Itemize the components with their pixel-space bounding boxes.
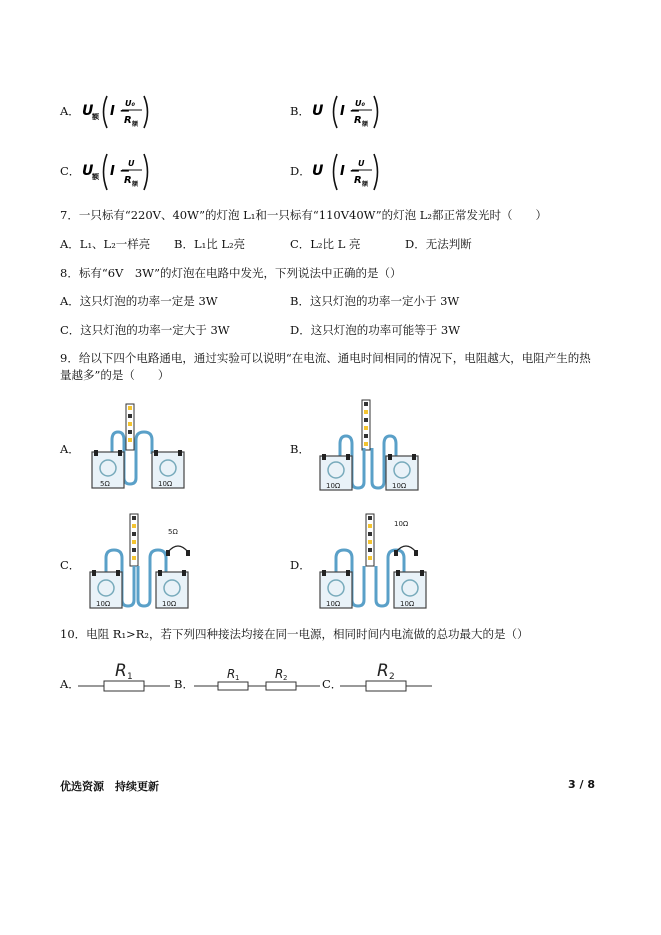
q9-option-d-label: D．	[290, 558, 311, 572]
numerator: U	[128, 159, 135, 168]
resistor-label: R	[115, 661, 127, 681]
right-paren	[374, 96, 378, 128]
q6-option-b	[290, 90, 490, 134]
resistor-sub: 2	[389, 672, 395, 682]
q6-option-a	[60, 90, 260, 134]
q7-stem: 7．一只标有“220V、40W”的灯泡 L₁和一只标有“110V40W”的灯泡 L₂都正常发光时（ ）	[60, 208, 547, 222]
q9-apparatus-c	[82, 512, 212, 612]
lead-sub: 额	[92, 113, 99, 121]
q8-option-d: D．这只灯泡的功率可能等于 3W	[290, 323, 461, 337]
lead-symbol: U	[82, 163, 94, 179]
q9-option-a-label: A．	[60, 442, 80, 456]
den-sub: 额	[132, 181, 139, 188]
right-resistance: 10Ω	[162, 600, 177, 608]
q9-apparatus-d	[310, 512, 440, 612]
resistor-r2	[266, 682, 296, 690]
q10-circuit-b	[194, 662, 320, 694]
resistor-label: R	[377, 661, 389, 681]
resistor-r1	[104, 681, 144, 691]
formula-b	[310, 90, 460, 134]
left-resistance: 5Ω	[100, 480, 110, 488]
q9-stem-line2: 量越多”的是（ ）	[60, 368, 170, 382]
denominator: R	[354, 175, 362, 186]
denominator: R	[124, 115, 132, 126]
resistor-r1	[218, 682, 248, 690]
right-resistance: 10Ω	[392, 482, 407, 490]
q8-option-b: B．这只灯泡的功率一定小于 3W	[290, 294, 460, 308]
page-number: 3 / 8	[568, 778, 595, 791]
denominator: R	[354, 115, 362, 126]
lead-sub: 额	[92, 173, 99, 181]
extra-resistance: 10Ω	[394, 520, 409, 528]
resistor-sub: 2	[283, 674, 288, 682]
q6-option-d	[290, 148, 490, 192]
u-tube-scale	[126, 404, 134, 450]
right-paren	[144, 96, 148, 128]
q7-option-d: D．无法判断	[405, 237, 472, 251]
resistor-label: R	[275, 667, 284, 681]
q10-option-a-label: A．	[60, 677, 80, 691]
q10-option-b-label: B．	[174, 677, 194, 691]
q8-option-c: C．这只灯泡的功率一定大于 3W	[60, 323, 230, 337]
den-sub: 额	[362, 181, 369, 188]
lead-symbol: U	[82, 103, 94, 119]
numerator: U₀	[355, 99, 365, 108]
option-label: A．	[60, 104, 80, 118]
right-paren	[374, 154, 378, 190]
left-resistance: 10Ω	[326, 600, 341, 608]
resistor-r2	[366, 681, 406, 691]
den-sub: 额	[132, 121, 139, 128]
den-sub: 额	[362, 121, 369, 128]
option-label: D．	[290, 164, 311, 178]
q9-option-c-label: C．	[60, 558, 81, 572]
left-paren	[334, 154, 338, 190]
q9-option-b-label: B．	[290, 442, 310, 456]
q9-apparatus-b	[310, 398, 430, 494]
lead-symbol: U	[312, 163, 324, 179]
minus-term: I −	[340, 164, 361, 179]
formula-c	[80, 148, 230, 192]
q7-option-c: C．L₂比 L 亮	[290, 237, 361, 251]
q10-option-c-label: C．	[322, 677, 343, 691]
right-resistance: 10Ω	[158, 480, 173, 488]
left-resistance: 10Ω	[326, 482, 341, 490]
footer-left: 优选资源 持续更新	[60, 780, 159, 793]
left-paren	[104, 154, 108, 190]
q6-option-c	[60, 148, 260, 192]
q8-stem: 8．标有“6V 3W”的灯泡在电路中发光，下列说法中正确的是（）	[60, 266, 402, 280]
formula-d	[310, 148, 460, 192]
option-label: C．	[60, 164, 81, 178]
minus-term: I −	[110, 104, 131, 119]
numerator: U	[358, 159, 365, 168]
right-paren	[144, 154, 148, 190]
formula-a	[80, 90, 230, 134]
extra-resistance: 5Ω	[168, 528, 178, 536]
denominator: R	[124, 175, 132, 186]
left-resistance: 10Ω	[96, 600, 111, 608]
left-paren	[104, 96, 108, 128]
resistor-sub: 1	[235, 674, 240, 682]
extra-resistor-wire	[168, 546, 188, 552]
q9-apparatus-a	[82, 400, 202, 492]
resistor-sub: 1	[127, 672, 133, 682]
option-label: B．	[290, 104, 310, 118]
minus-term: I −	[110, 164, 131, 179]
resistor-label: R	[227, 667, 236, 681]
right-resistance: 10Ω	[400, 600, 415, 608]
numerator: U₀	[125, 99, 135, 108]
q10-stem: 10．电阻 R₁>R₂，若下列四种接法均接在同一电源，相同时间内电流做的总功最大的是（）	[60, 627, 529, 641]
lead-symbol: U	[312, 103, 324, 119]
q10-circuit-a	[78, 656, 170, 696]
q8-option-a: A．这只灯泡的功率一定是 3W	[60, 294, 218, 308]
q10-circuit-c	[340, 656, 432, 696]
minus-term: I −	[340, 104, 361, 119]
q9-stem-line1: 9．给以下四个电路通电，通过实验可以说明“在电流、通电时间相同的情况下，电阻越大，电阻产生的热	[60, 351, 591, 365]
left-paren	[334, 96, 338, 128]
q7-option-a: A．L₁、L₂一样亮	[60, 237, 151, 251]
q7-option-b: B．L₁比 L₂亮	[174, 237, 246, 251]
